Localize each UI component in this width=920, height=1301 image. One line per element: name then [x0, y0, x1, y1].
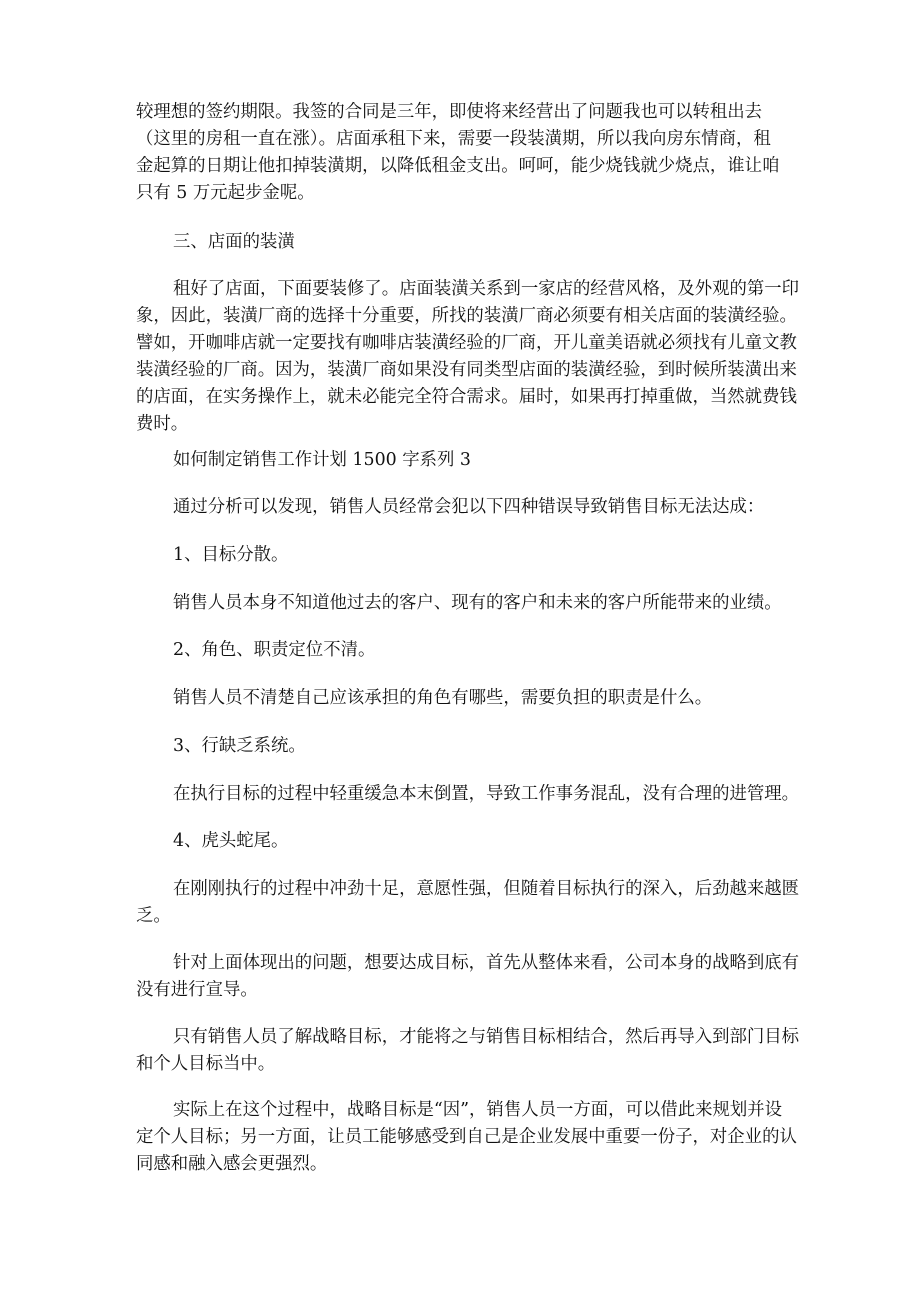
- text-line: 譬如，开咖啡店就一定要找有咖啡店装潢经验的厂商，开儿童美语就必须找有儿童文教: [136, 333, 797, 353]
- item-2-text: 销售人员不清楚自己应该承担的角色有哪些，需要负担的职责是什么。: [173, 688, 713, 708]
- text-line: 装潢经验的厂商。因为，装潢厂商如果没有同类型店面的装潢经验，到时候所装潢出来: [136, 360, 797, 380]
- text-line: 乏。: [136, 906, 171, 926]
- text-line: 费时。: [136, 414, 189, 434]
- paragraph-combine: [136, 1024, 800, 1078]
- text-line: （这里的房租一直在涨）。店面承租下来，需要一段装潢期，所以我向房东情商，租: [136, 129, 771, 149]
- item-3-title: 3、行缺乏系统。: [173, 736, 306, 756]
- text-line: 的店面，在实务操作上，就未必能完全符合需求。届时，如果再打掉重做，当然就费钱: [136, 387, 797, 407]
- text-line: 定个人目标；另一方面，让员工能够感受到自己是企业发展中重要一份子，对企业的认: [136, 1127, 797, 1147]
- text-line: 没有进行宣导。: [136, 980, 258, 1000]
- item-4-text: [136, 876, 800, 930]
- series-heading: 如何制定销售工作计划 1500 字系列 3: [173, 450, 471, 470]
- paragraph-lease-term: [136, 99, 796, 207]
- text-line: 在刚刚执行的过程中冲劲十足，意愿性强，但随着目标执行的深入，后劲越来越匮: [173, 879, 800, 899]
- paragraph-cause: [136, 1097, 796, 1178]
- item-1-text: 销售人员本身不知道他过去的客户、现有的客户和未来的客户所能带来的业绩。: [173, 593, 782, 613]
- text-line: 实际上在这个过程中，战略目标是“因”，销售人员一方面，可以借此来规划并设: [173, 1100, 783, 1120]
- item-1-title: 1、目标分散。: [173, 545, 289, 565]
- text-line: 只有销售人员了解战略目标，才能将之与销售目标相结合，然后再导入到部门目标: [173, 1027, 800, 1047]
- text-line: 金起算的日期让他扣掉装潢期，以降低租金支出。呵呵，能少烧钱就少烧点，谁让咱: [136, 156, 780, 176]
- paragraph-intro: 通过分析可以发现，销售人员经常会犯以下四种错误导致销售目标无法达成：: [173, 497, 765, 517]
- text-line: 象，因此，装潢厂商的选择十分重要，所找的装潢厂商必须要有相关店面的装潢经验。: [136, 306, 797, 326]
- item-3-text: 在执行目标的过程中轻重缓急本末倒置，导致工作事务混乱，没有合理的进管理。: [173, 784, 800, 804]
- text-line: 租好了店面，下面要装修了。店面装潢关系到一家店的经营风格，及外观的第一印: [173, 279, 800, 299]
- text-line: 较理想的签约期限。我签的合同是三年，即使将来经营出了问题我也可以转租出去: [136, 102, 763, 122]
- text-line: 同感和融入感会更强烈。: [136, 1154, 328, 1174]
- paragraph-decoration: [136, 276, 800, 438]
- paragraph-strategy: [136, 950, 800, 1004]
- text-line: 只有 5 万元起步金呢。: [136, 183, 315, 203]
- item-4-title: 4、虎头蛇尾。: [173, 831, 289, 851]
- text-line: 针对上面体现出的问题，想要达成目标，首先从整体来看，公司本身的战略到底有: [173, 953, 800, 973]
- section-heading-decoration: 三、店面的装潢: [173, 232, 295, 252]
- text-line: 和个人目标当中。: [136, 1054, 276, 1074]
- item-2-title: 2、角色、职责定位不清。: [173, 640, 376, 660]
